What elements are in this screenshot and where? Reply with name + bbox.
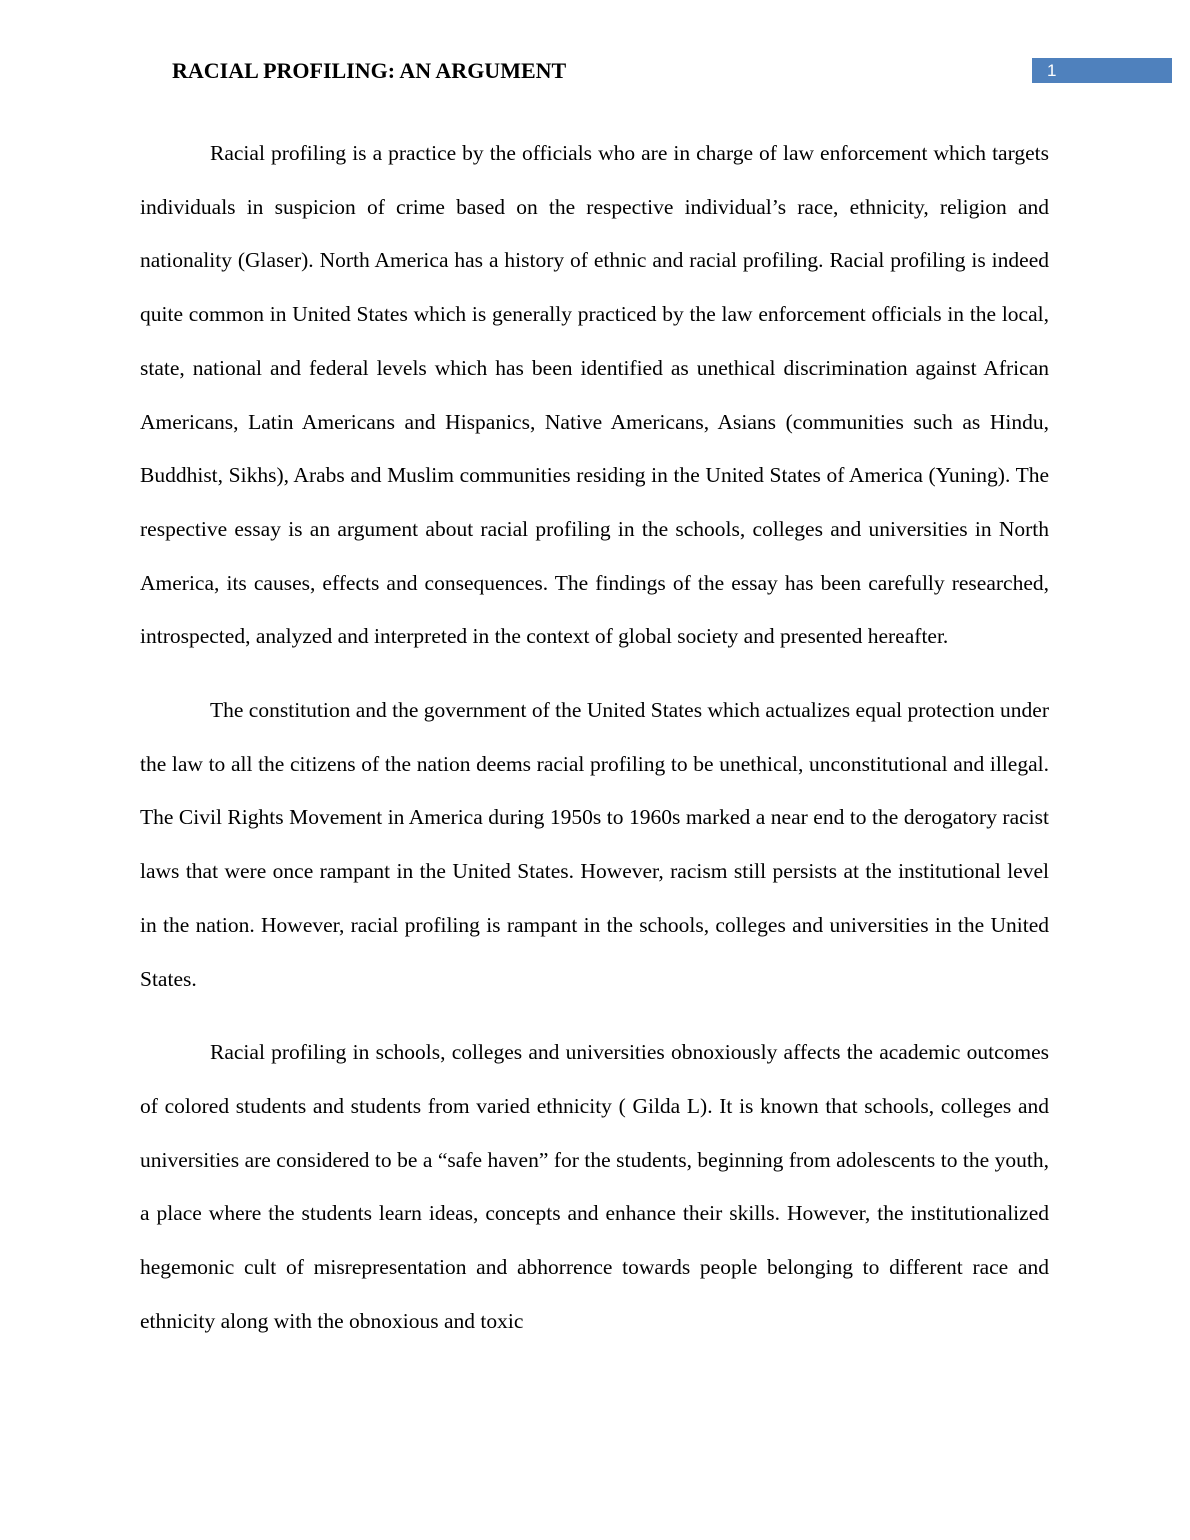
page-number-badge: 1 — [1032, 58, 1172, 83]
running-head-title: RACIAL PROFILING: AN ARGUMENT — [172, 58, 567, 83]
body-paragraph-3: Racial profiling in schools, colleges and universities obnoxiously affects the academic outcomes of colored students and students from varied ethnicity ( Gilda L). It is known that schools, colleges and universities are considered to be a “safe haven” for the students, beginning from adolescents to the youth, a place where the students learn ideas, concepts and enhance their skills. However, the institutionalized hegemonic cult of misrepresentation and abhorrence towards people belonging to different race and ethnicity along with the obnoxious and toxic — [140, 1040, 1049, 1333]
document-body — [140, 127, 1049, 1368]
body-paragraph-2: The constitution and the government of the United States which actualizes equal protection under the law to all the citizens of the nation deems racial profiling to be unethical, unconstitutional and illegal. The Civil Rights Movement in America during 1950s to 1960s marked a near end to the derogatory racist laws that were once rampant in the United States. However, racism still persists at the institutional level in the nation. However, racial profiling is rampant in the schools, colleges and universities in the United States. — [140, 698, 1049, 991]
body-paragraph-1: Racial profiling is a practice by the officials who are in charge of law enforcement which targets individuals in suspicion of crime based on the respective individual’s race, ethnicity, religion and nationality (Glaser). North America has a history of ethnic and racial profiling. Racial profiling is indeed quite common in United States which is generally practiced by the law enforcement officials in the local, state, national and federal levels which has been identified as unethical discrimination against African Americans, Latin Americans and Hispanics, Native Americans, Asians (communities such as Hindu, Buddhist, Sikhs), Arabs and Muslim communities residing in the United States of America (Yuning). The respective essay is an argument about racial profiling in the schools, colleges and universities in North America, its causes, effects and consequences. The findings of the essay has been carefully researched, introspected, analyzed and interpreted in the context of global society and presented hereafter. — [140, 141, 1049, 649]
